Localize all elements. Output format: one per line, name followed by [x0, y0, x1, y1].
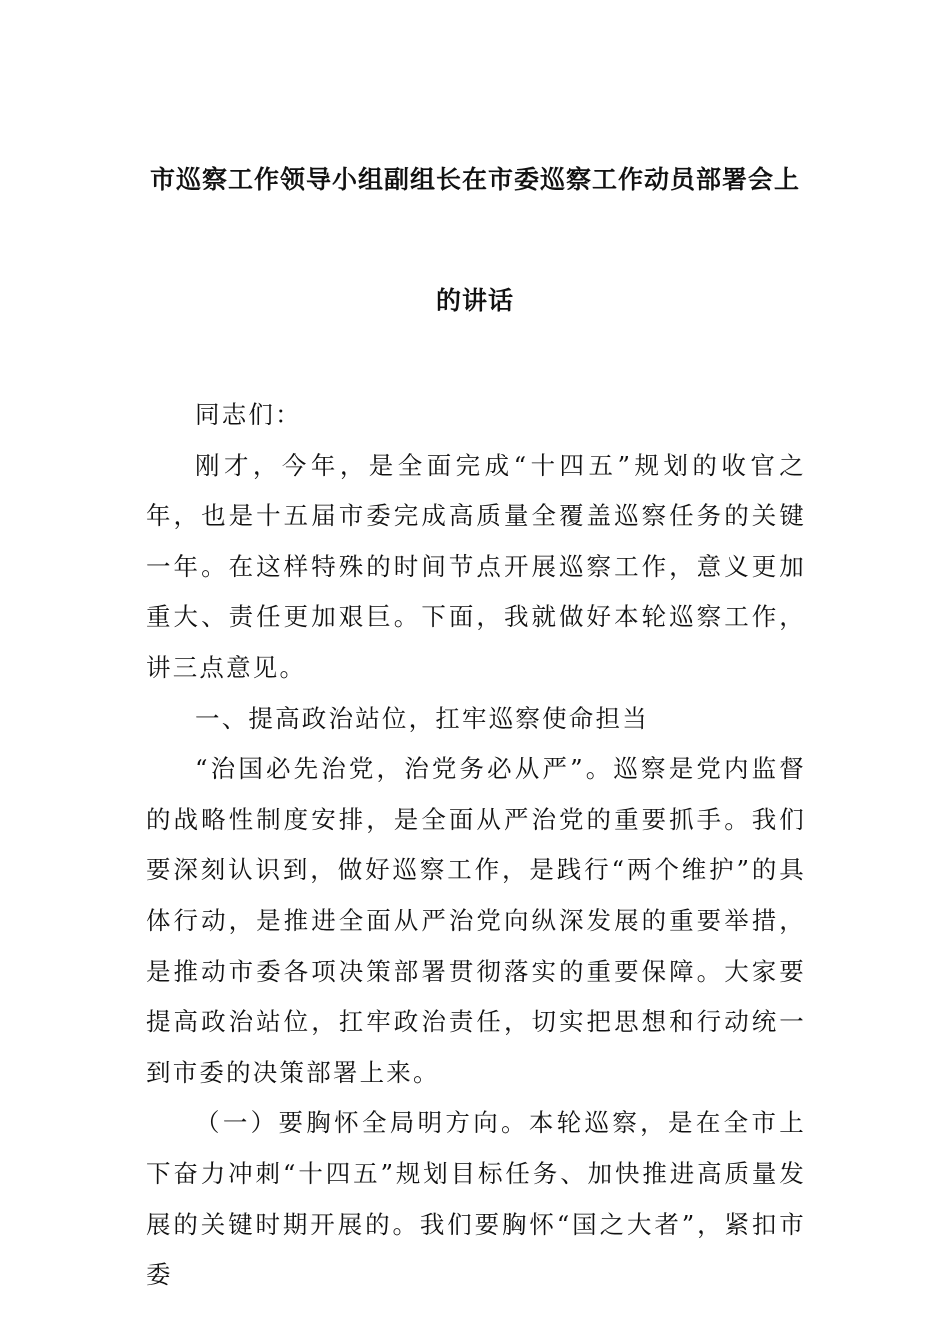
document-title-line-2: 的讲话 — [435, 286, 514, 315]
subsection-1-paragraph: （一）要胸怀全局明方向。本轮巡察，是在全市上下奋力冲刺“十四五”规划目标任务、加快推进高质量发展的关键时期开展的。我们要胸怀“国之大者”，紧扣市委 — [146, 1108, 806, 1290]
document-body — [146, 390, 806, 1301]
section-1-paragraph: “治国必先治党，治党务必从严”。巡察是党内监督的战略性制度安排，是全面从严治党的重要抓手。我们要深刻认识到，做好巡察工作，是践行“两个维护”的具体行动，是推进全面从严治党向纵深发展的重要举措，是推动市委各项决策部署贯彻落实的重要保障。大家要提高政治站位，扛牢政治责任，切实把思想和行动统一到市委的决策部署上来。 — [146, 754, 806, 1087]
document-title-line-1: 市巡察工作领导小组副组长在市委巡察工作动员部署会上 — [149, 165, 800, 194]
salutation: 同志们： — [195, 400, 302, 429]
opening-paragraph: 刚才，今年，是全面完成“十四五”规划的收官之年，也是十五届市委完成高质量全覆盖巡察任务的关键一年。在这样特殊的时间节点开展巡察工作，意义更加重大、责任更加艰巨。下面，我就做好本轮巡察工作，讲三点意见。 — [146, 450, 806, 682]
section-heading-1: 一、提高政治站位，扛牢巡察使命担当 — [195, 703, 649, 733]
